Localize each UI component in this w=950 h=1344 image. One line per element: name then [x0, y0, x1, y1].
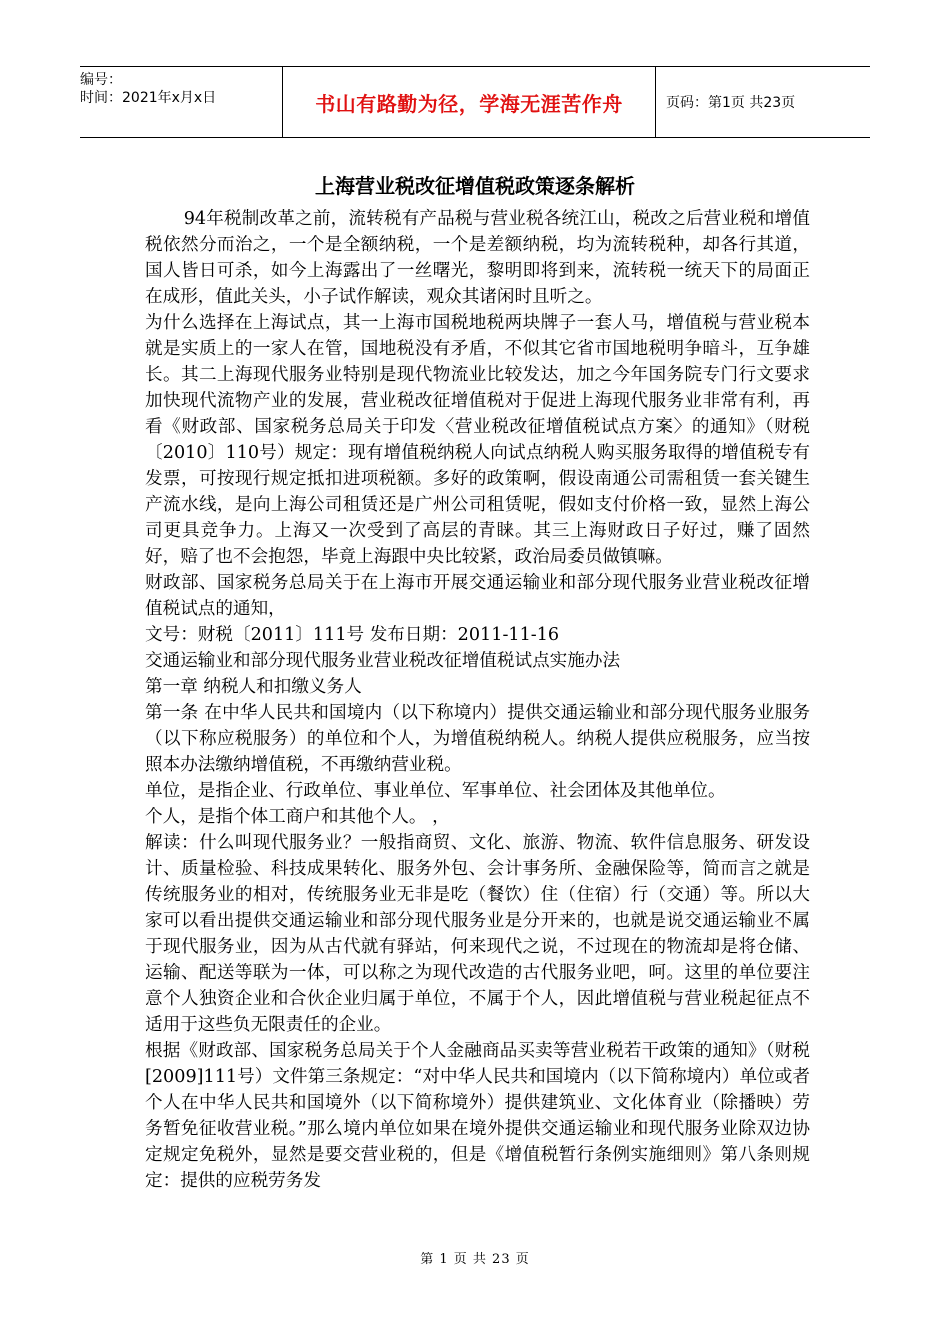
- paragraph: 第一章 纳税人和扣缴义务人: [145, 677, 362, 697]
- document-body: [145, 206, 810, 1194]
- paragraph: 为什么选择在上海试点，其一上海市国税地税两块牌子一套人马，增值税与营业税本就是实质上的一家人在管，国地税没有矛盾，不似其它省市国地税明争暗斗，互争雄长。其二上海现代服务业特别是现代物流业比较发达，加之今年国务院专门行文要求加快现代流物产业的发展，营业税改征增值税对于促进上海现代服务业非常有利，再看《财政部、国家税务总局关于印发〈营业税改征增值税试点方案〉的通知》（财税〔2010〕110号）规定：现有增值税纳税人向试点纳税人购买服务取得的增值税专有发票，可按现行规定抵扣进项税额。多好的政策啊，假设南通公司需租赁一套关键生产流水线，是向上海公司租赁还是广州公司租赁呢，假如支付价格一致，显然上海公司更具竞争力。上海又一次受到了高层的青睐。其三上海财政日子好过，赚了固然好，赔了也不会抱怨，毕竟上海跟中央比较紧，政治局委员做镇嘛。: [145, 313, 810, 567]
- header-meta: [80, 67, 280, 137]
- paragraph: 根据《财政部、国家税务总局关于个人金融商品买卖等营业税若干政策的通知》（财税[2009]111号）文件第三条规定：“对中华人民共和国境内（以下简称境内）单位或者个人在中华人民共和国境外（以下简称境外）提供建筑业、文化体育业（除播映）劳务暂免征收营业税。”那么境内单位如果在境外提供交通运输业和现代服务业除双边协定规定免税外，显然是要交营业税的，但是《增值税暂行条例实施细则》第八条则规定：提供的应税劳务发: [145, 1041, 810, 1191]
- paragraph: 财政部、国家税务总局关于在上海市开展交通运输业和部分现代服务业营业税改征增值税试点的通知，: [145, 573, 810, 619]
- header-number: 编号：: [80, 72, 122, 88]
- paragraph: 单位，是指企业、行政单位、事业单位、军事单位、社会团体及其他单位。: [145, 781, 726, 801]
- paragraph: 第一条 在中华人民共和国境内（以下称境内）提供交通运输业和部分现代服务业服务（以下称应税服务）的单位和个人，为增值税纳税人。纳税人提供应税服务，应当按照本办法缴纳增值税，不再缴纳营业税。: [145, 703, 810, 775]
- header-page-info: 页码：第1页 共23页: [666, 95, 796, 111]
- page-footer: 第 1 页 共 23 页: [420, 1252, 530, 1267]
- header-motto-cell: [282, 67, 656, 137]
- document-title: 上海营业税改征增值税政策逐条解析: [315, 174, 635, 198]
- paragraph: 解读：什么叫现代服务业？一般指商贸、文化、旅游、物流、软件信息服务、研发设计、质量检验、科技成果转化、服务外包、会计事务所、金融保险等，简而言之就是传统服务业的相对，传统服务业无非是吃（餐饮）住（住宿）行（交通）等。所以大家可以看出提供交通运输业和部分现代服务业是分开来的，也就是说交通运输业不属于现代服务业，因为从古代就有驿站，何来现代之说，不过现在的物流却是将仓储、运输、配送等联为一体，可以称之为现代改造的古代服务业吧，呵。这里的单位要注意个人独资企业和合伙企业归属于单位，不属于个人，因此增值税与营业税起征点不适用于这些负无限责任的企业。: [145, 833, 810, 1035]
- paragraph: 94年税制改革之前，流转税有产品税与营业税各统江山，税改之后营业税和增值税依然分而治之，一个是全额纳税，一个是差额纳税，均为流转税种，却各行其道，国人皆日可杀，如今上海露出了一丝曙光，黎明即将到来，流转税一统天下的局面正在成形，值此关头，小子试作解读，观众其诸闲时且听之。: [145, 209, 810, 307]
- paragraph: 交通运输业和部分现代服务业营业税改征增值税试点实施办法: [145, 651, 621, 671]
- paragraph: 个人，是指个体工商户和其他个人。 ，: [145, 807, 450, 827]
- header-time: 时间：2021年x月x日: [80, 90, 217, 106]
- paragraph: 文号：财税〔2011〕111号 发布日期：2011-11-16: [145, 625, 560, 645]
- document-header: [80, 66, 870, 138]
- header-page-info-cell: [656, 67, 870, 137]
- header-motto: 书山有路勤为径，学海无涯苦作舟: [315, 91, 623, 116]
